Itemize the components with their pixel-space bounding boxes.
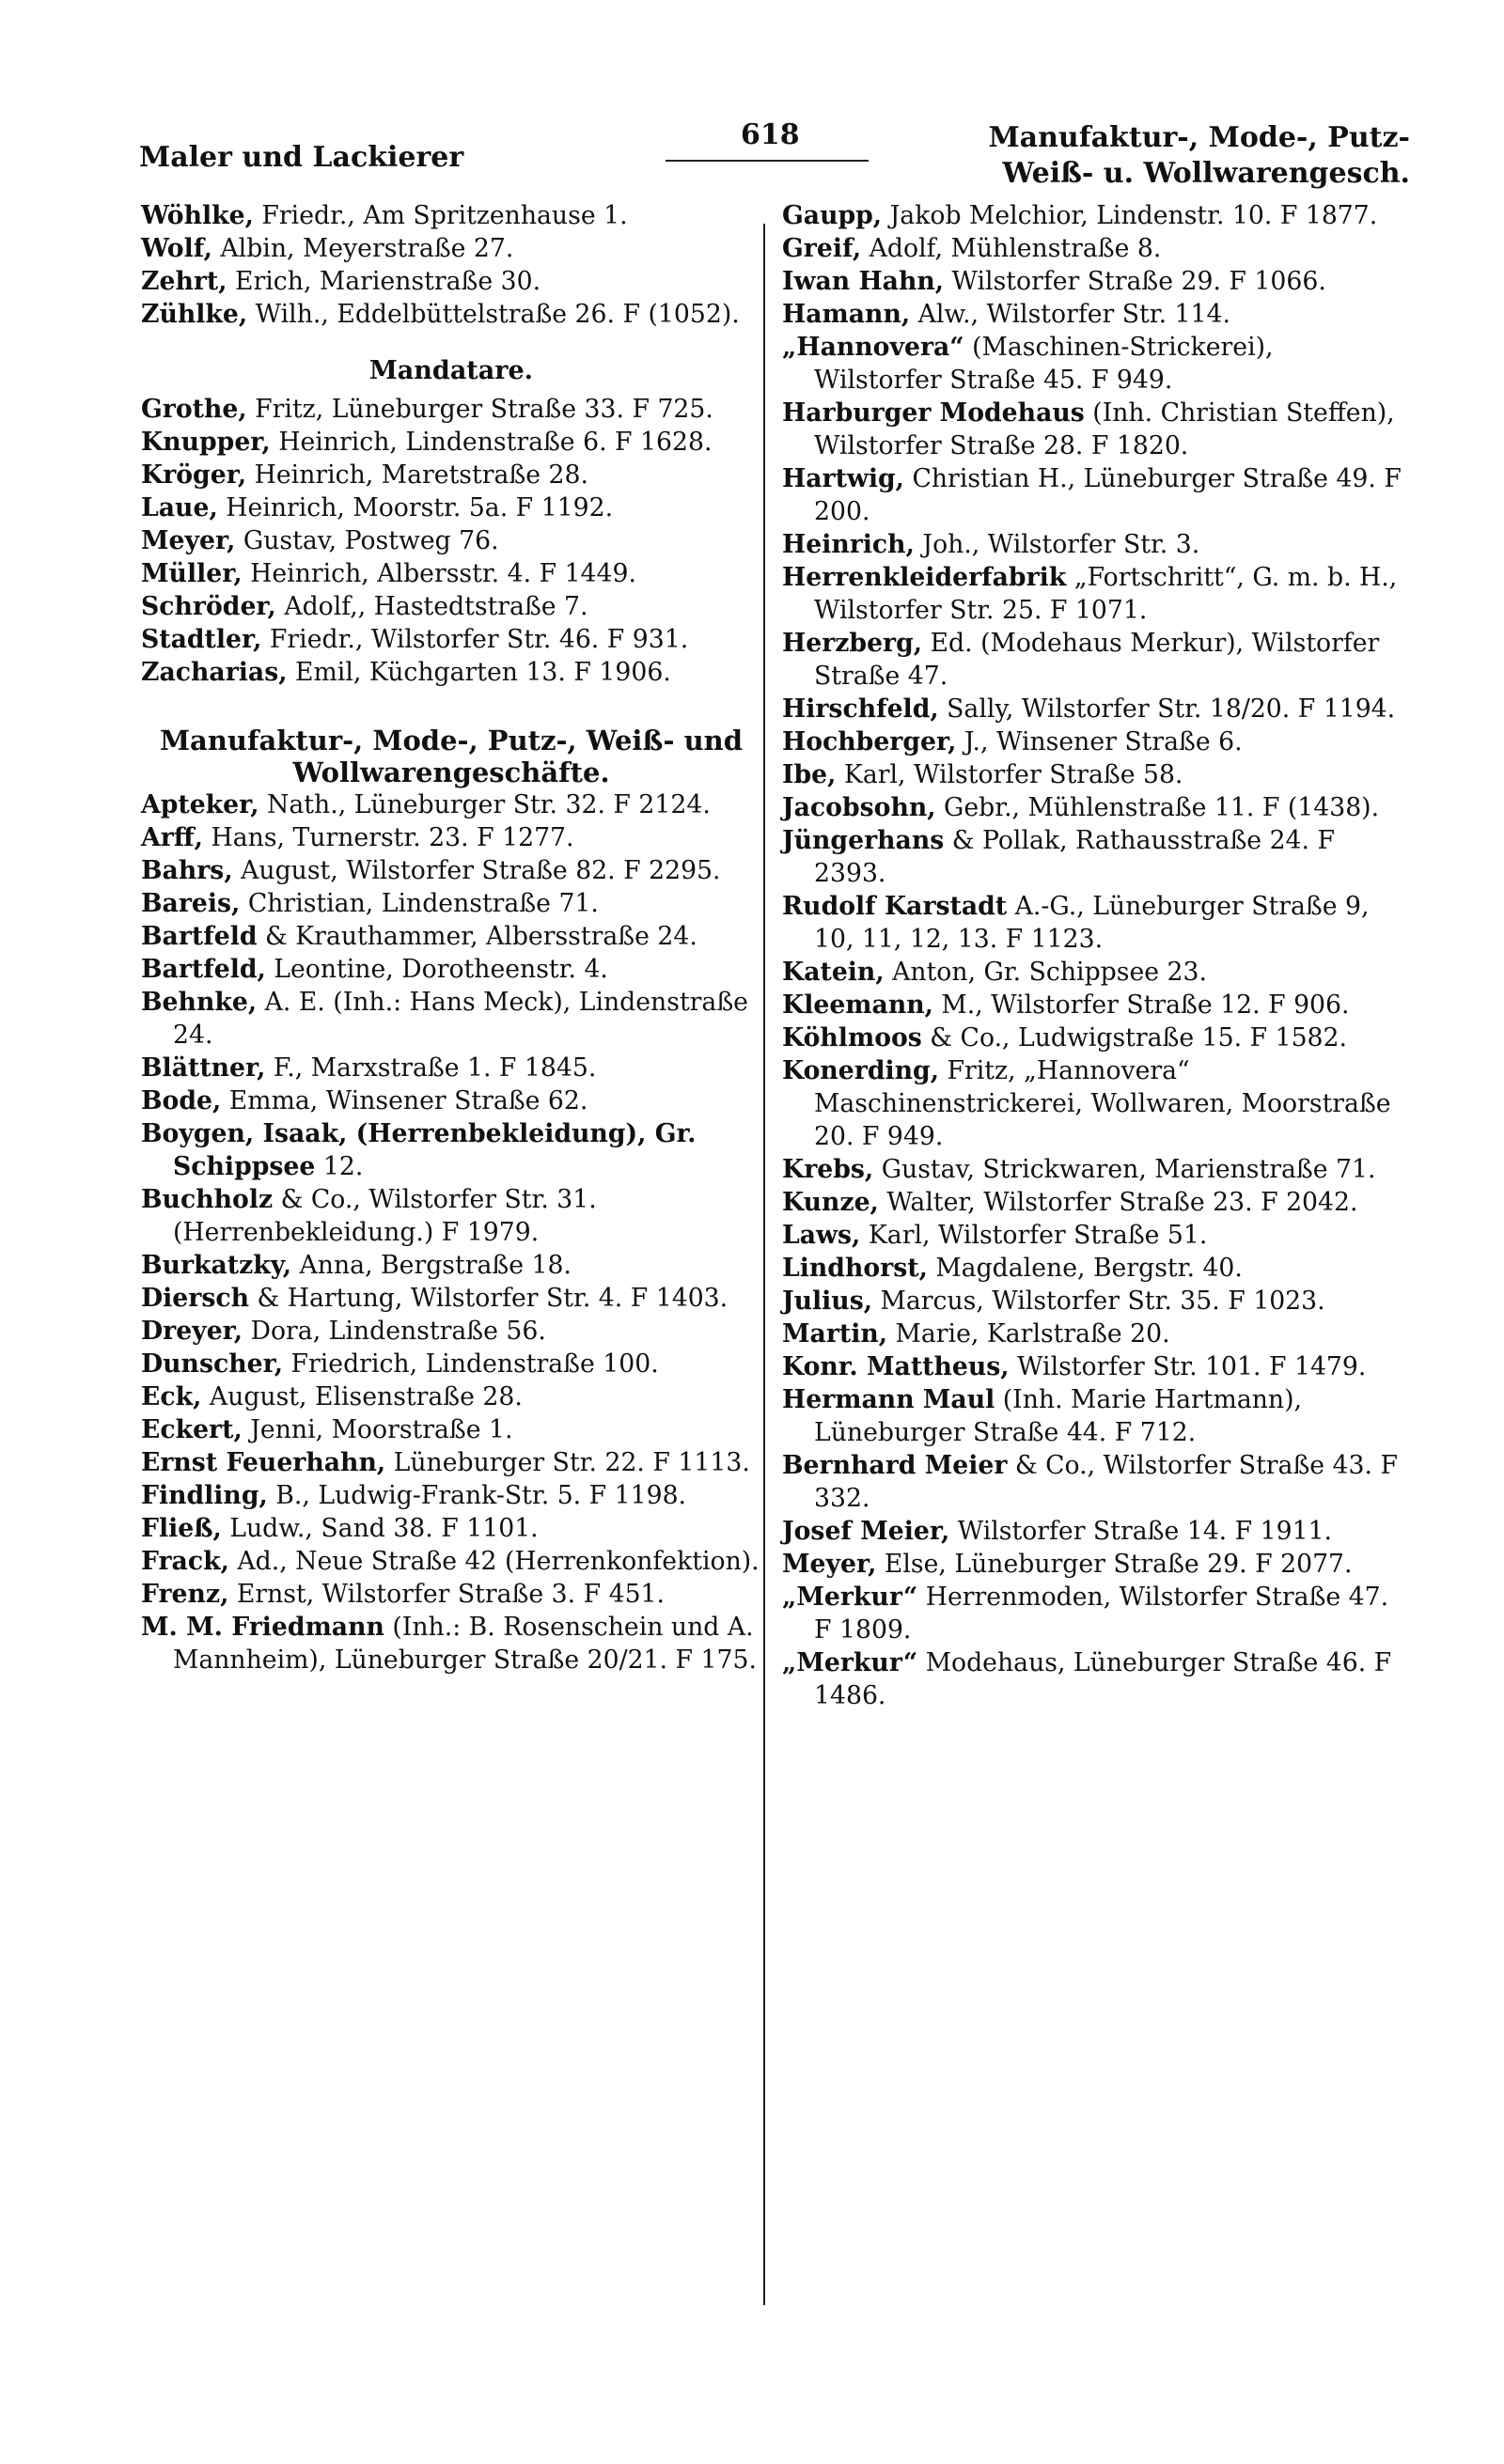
entry-details: Friedr., Am Spritzenhause 1. [253,201,628,230]
directory-entry [141,1084,761,1117]
directory-entry [782,1285,1402,1318]
entry-name: Eckert, [141,1415,243,1444]
directory-entry [141,920,761,953]
directory-entry [141,1282,761,1315]
entry-details: Heinrich, Albersstr. 4. F 1449. [242,559,636,588]
directory-entry [141,953,761,986]
entry-details: Gebr., Mühlenstraße 11. F (1438). [935,793,1380,822]
running-header-right-line2: Weiß- u. Wollwarengesch. [1002,157,1410,190]
entry-name: Greif, [782,234,862,263]
entry-name: Frack, [141,1547,229,1576]
entry-details: Karl, Wilstorfer Straße 51. [860,1221,1208,1250]
directory-entry [141,887,761,920]
directory-entry [782,1153,1402,1186]
entry-name: Frenz, [141,1580,229,1609]
entry-details: Leontine, Dorotheenstr. 4. [265,955,608,984]
entry-name: Iwan Hahn, [782,267,945,296]
entry-name: Findling, [141,1481,268,1510]
entry-details: Wilstorfer Str. 101. F 1479. [1009,1352,1367,1381]
entry-name: Heinrich, [782,530,915,559]
directory-entry [141,1249,761,1282]
entry-details: Gustav, Postweg 76. [235,526,499,555]
entry-details: Friedr., Wilstorfer Str. 46. F 931. [261,625,689,654]
directory-entry [782,232,1402,265]
directory-entry [141,1611,761,1676]
entry-name: Grothe, [141,395,247,424]
entry-details: Ernst, Wilstorfer Straße 3. F 451. [228,1580,666,1609]
entry-details: B., Ludwig-Frank-Str. 5. F 1198. [267,1481,687,1510]
entry-name: Hartwig, [782,464,904,493]
entry-name: Hamann, [782,300,911,329]
entry-name: Eck, [141,1382,202,1411]
directory-entry [141,1545,761,1578]
running-header-right-line1: Manufaktur-, Mode-, Putz- [988,121,1410,154]
directory-entry [141,524,761,557]
entry-details: Christian H., Lüneburger Straße 49. F 200. [814,464,1402,526]
entry-details: Albin, Meyerstraße 27. [212,234,514,263]
directory-entry [141,656,761,689]
entry-name: Laue, [141,493,218,522]
entry-details: (Inh.: B. Rosenschein und A. Mannheim), Lüneburger Straße 20/21. F 175. [173,1613,757,1675]
entry-name: „Hannovera“ [782,333,964,362]
entry-name: Wolf, [141,234,212,263]
entry-details: Marie, Karlstraße 20. [887,1319,1170,1349]
entry-details: & Co., Ludwigstraße 15. F 1582. [921,1023,1347,1053]
entry-name: Zühlke, [141,300,248,329]
entry-name: Harburger Modehaus [782,398,1085,428]
entry-name: Meyer, [141,526,236,555]
entry-name: Konerding, [782,1056,940,1085]
entry-details: Fritz, „Hannovera“ Maschinenstrickerei, Wollwaren, Moorstraße 20. F 949. [814,1056,1391,1151]
entry-details: (Inh. Christian Steffen), Wilstorfer Straße 28. F 1820. [814,398,1395,460]
right-column [782,199,1402,1712]
entry-name: Boygen, Isaak, (Herrenbekleidung), Gr. Schippsee [141,1119,697,1181]
entry-details: & Co., Wilstorfer Str. 31. (Herrenbekleidung.) F 1979. [173,1185,597,1247]
directory-entry [141,265,761,298]
entry-details: Wilstorfer Straße 14. F 1911. [949,1517,1333,1546]
section-heading-mandatare: Mandatare. [368,356,534,385]
entry-details: Else, Lüneburger Straße 29. F 2077. [876,1550,1353,1579]
entry-details: „Fortschritt“, G. m. b. H., Wilstorfer Str. 25. F 1071. [814,563,1398,625]
entry-details: & Krauthammer, Albersstraße 24. [257,922,697,951]
directory-entry [782,298,1402,331]
directory-entry [782,824,1402,890]
directory-entry [141,1479,761,1512]
entry-details: August, Elisenstraße 28. [201,1382,523,1411]
directory-entry [782,1646,1402,1712]
entry-name: Dunscher, [141,1349,284,1379]
entry-name: Jüngerhans [782,826,945,855]
entry-details: Sally, Wilstorfer Str. 18/20. F 1194. [938,694,1396,724]
entry-name: Lindhorst, [782,1254,928,1283]
entry-name: Josef Meier, [782,1517,950,1546]
entry-name: Blättner, [141,1053,266,1083]
entry-name: Hirschfeld, [782,694,939,724]
entry-details: Heinrich, Lindenstraße 6. F 1628. [270,428,713,457]
page-number: 618 [741,118,800,151]
entry-details: Erich, Marienstraße 30. [227,267,541,296]
directory-entry [782,1219,1402,1252]
left-entries-group-3 [141,788,761,1676]
entry-details: Ed. (Modehaus Merkur), Wilstorfer Straße 47. [814,629,1380,691]
directory-entry [782,331,1402,397]
entry-name: Arff, [141,823,203,852]
column-divider [763,224,765,2305]
entry-name: Bareis, [141,889,241,918]
directory-entry [782,956,1402,989]
entry-details: Alw., Wilstorfer Str. 114. [910,300,1230,329]
directory-entry [141,1512,761,1545]
entry-name: Bartfeld [141,922,258,951]
left-entries-group-2 [141,393,761,689]
entry-name: Burkatzky, [141,1251,292,1280]
entry-name: Herrenkleiderfabrik [782,563,1067,592]
entry-details: A. E. (Inh.: Hans Meck), Lindenstraße 24. [173,988,748,1050]
directory-entry [141,426,761,459]
entry-details: Jenni, Moorstraße 1. [242,1415,513,1444]
directory-entry [782,397,1402,462]
directory-entry [782,1186,1402,1219]
entry-details: Emil, Küchgarten 13. F 1906. [287,658,671,687]
entry-details: Heinrich, Maretstraße 28. [246,460,588,490]
directory-entry [141,1578,761,1611]
entry-details: Marcus, Wilstorfer Str. 35. F 1023. [872,1287,1325,1316]
directory-entry [141,557,761,590]
directory-entry [141,590,761,623]
entry-details: & Co., Wilstorfer Straße 43. F 332. [814,1451,1399,1513]
entry-name: Ibe, [782,760,837,789]
directory-entry [782,1581,1402,1646]
entry-name: Krebs, [782,1155,874,1184]
entry-details: Wilstorfer Straße 29. F 1066. [944,267,1326,296]
entry-details: Joh., Wilstorfer Str. 3. [914,530,1200,559]
entry-name: Zacharias, [141,658,288,687]
directory-entry [141,491,761,524]
directory-entry [782,758,1402,791]
directory-entry [782,462,1402,528]
entry-details: Emma, Winsener Straße 62. [221,1086,588,1115]
directory-entry [141,1446,761,1479]
directory-entry [782,1252,1402,1285]
entry-name: Meyer, [782,1550,877,1579]
entry-name: Bartfeld, [141,955,266,984]
directory-entry [782,1515,1402,1548]
entry-name: Bernhard Meier [782,1451,1008,1480]
directory-entry [782,725,1402,758]
directory-entry [782,1021,1402,1054]
entry-details: Modehaus, Lüneburger Straße 46. F 1486. [814,1648,1392,1710]
directory-entry [782,199,1402,232]
entry-name: Köhlmoos [782,1023,922,1053]
entry-details: Herrenmoden, Wilstorfer Straße 47. F 1809. [814,1583,1389,1645]
directory-entry [141,1315,761,1348]
right-entries-group [782,199,1402,1712]
directory-entry [141,298,761,331]
entry-name: Apteker, [141,790,259,819]
entry-details: Jakob Melchior, Lindenstr. 10. F 1877. [882,201,1378,230]
entry-name: Fließ, [141,1514,222,1543]
directory-entry [782,1548,1402,1581]
entry-name: Stadtler, [141,625,262,654]
directory-entry [782,890,1402,956]
directory-entry [141,199,761,232]
entry-name: Rudolf Karstadt [782,892,1008,921]
entry-details: Adolf,, Hastedtstraße 7. [275,592,588,621]
directory-entry [141,459,761,491]
directory-entry [782,1350,1402,1383]
directory-entry [782,989,1402,1021]
entry-details: (Inh. Marie Hartmann), Lüneburger Straße 44. F 712. [814,1385,1303,1447]
directory-entry [141,1348,761,1380]
entry-name: Kunze, [782,1188,879,1217]
entry-name: „Merkur“ [782,1583,918,1612]
directory-entry [782,627,1402,693]
entry-name: Zehrt, [141,267,227,296]
entry-details: M., Wilstorfer Straße 12. F 906. [932,990,1350,1020]
entry-details: Heinrich, Moorstr. 5a. F 1192. [217,493,614,522]
directory-entry [782,528,1402,561]
entry-name: M. M. Friedmann [141,1613,384,1642]
entry-name: Gaupp, [782,201,883,230]
directory-entry [141,1052,761,1084]
entry-details: Nath., Lüneburger Str. 32. F 2124. [258,790,711,819]
entry-details: Hans, Turnerstr. 23. F 1277. [202,823,574,852]
entry-name: Dreyer, [141,1317,243,1346]
entry-name: Bode, [141,1086,222,1115]
entry-details: Christian, Lindenstraße 71. [240,889,599,918]
running-header-right [978,120,1410,192]
directory-entry [782,1054,1402,1153]
left-entries-group-1 [141,199,761,331]
entry-details: Ad., Neue Straße 42 (Herrenkonfektion). [228,1547,760,1576]
entry-name: Ernst Feuerhahn, [141,1448,386,1477]
section-heading-manufaktur: Manufaktur-, Mode-, Putz-, Weiß- und Wollwarengeschäfte. [159,725,744,788]
entry-details: (Maschinen-Strickerei), Wilstorfer Straße 45. F 949. [814,333,1274,395]
entry-name: Jacobsohn, [782,793,936,822]
entry-details: Dora, Lindenstraße 56. [243,1317,546,1346]
entry-name: Wöhlke, [141,201,254,230]
directory-entry [141,393,761,426]
entry-name: Katein, [782,958,885,987]
entry-details: Karl, Wilstorfer Straße 58. [836,760,1183,789]
directory-entry [141,854,761,887]
directory-entry [782,1318,1402,1350]
running-header-left: Maler und Lackierer [139,141,464,174]
entry-details: & Hartung, Wilstorfer Str. 4. F 1403. [249,1284,728,1313]
entry-name: „Merkur“ [782,1648,918,1677]
entry-name: Herzberg, [782,629,923,658]
entry-name: Konr. Mattheus, [782,1352,1010,1381]
header-rule [666,160,869,162]
entry-name: Diersch [141,1284,249,1313]
entry-name: Behnke, [141,988,258,1017]
directory-entry [782,693,1402,725]
entry-details: Ludw., Sand 38. F 1101. [221,1514,539,1543]
directory-entry [782,1383,1402,1449]
entry-name: Müller, [141,559,243,588]
directory-entry [141,1183,761,1249]
entry-details: Anton, Gr. Schippsee 23. [884,958,1207,987]
entry-details: Adolf, Mühlenstraße 8. [861,234,1162,263]
directory-entry [782,1449,1402,1515]
entry-name: Bahrs, [141,856,233,885]
directory-entry [141,623,761,656]
entry-name: Julius, [782,1287,873,1316]
entry-details: A.-G., Lüneburger Straße 9, 10, 11, 12, 13. F 1123. [814,892,1370,954]
entry-details: Gustav, Strickwaren, Marienstraße 71. [873,1155,1376,1184]
entry-name: Hochberger, [782,727,957,756]
left-column [141,199,761,1676]
entry-name: Martin, [782,1319,888,1349]
entry-details: J., Winsener Straße 6. [956,727,1243,756]
directory-entry [782,561,1402,627]
entry-name: Buchholz [141,1185,274,1214]
entry-details: Anna, Bergstraße 18. [291,1251,572,1280]
directory-entry [141,1413,761,1446]
entry-name: Kröger, [141,460,247,490]
entry-name: Schröder, [141,592,276,621]
entry-details: F., Marxstraße 1. F 1845. [265,1053,597,1083]
entry-details: August, Wilstorfer Straße 82. F 2295. [232,856,721,885]
directory-entry [141,232,761,265]
directory-entry [141,788,761,821]
directory-entry [141,821,761,854]
directory-entry [141,986,761,1052]
entry-details: Friedrich, Lindenstraße 100. [283,1349,659,1379]
entry-details: Fritz, Lüneburger Straße 33. F 725. [246,395,713,424]
entry-details: Magdalene, Bergstr. 40. [927,1254,1243,1283]
entry-name: Kleemann, [782,990,933,1020]
entry-name: Laws, [782,1221,861,1250]
entry-details: Wilh., Eddelbüttelstraße 26. F (1052). [247,300,740,329]
entry-details: 12. [315,1152,364,1181]
entry-details: Lüneburger Str. 22. F 1113. [385,1448,750,1477]
entry-details: & Pollak, Rathausstraße 24. F 2393. [814,826,1336,888]
entry-name: Knupper, [141,428,271,457]
entry-name: Hermann Maul [782,1385,995,1414]
directory-entry [782,265,1402,298]
directory-entry [782,791,1402,824]
directory-entry [141,1380,761,1413]
directory-entry [141,1117,761,1183]
entry-details: Walter, Wilstorfer Straße 23. F 2042. [878,1188,1358,1217]
